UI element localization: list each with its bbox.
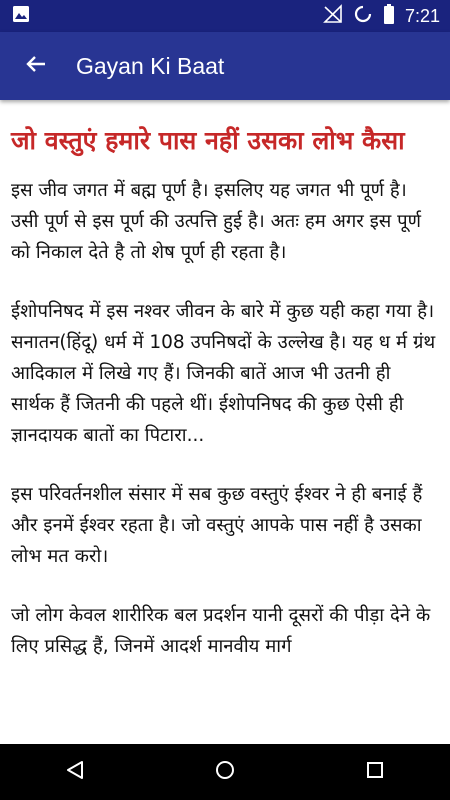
home-nav-icon[interactable] [214,759,236,785]
nav-recents-button[interactable] [345,744,405,800]
sync-icon [353,4,373,28]
status-left [12,5,30,27]
app-bar [0,32,450,100]
article-title: जो वस्तुएं हमारे पास नहीं उसका लोभ कैसा [11,126,405,155]
back-nav-icon[interactable] [64,759,86,785]
article-paragraph: इस परिवर्तनशील संसार में सब कुछ वस्तुएं ईश्वर ने ही बनाई हैं और इनमें ईश्वर रहता है। जो वस्तुएं आपके पास नहीं है उसका लोभ मत करो। [11,484,423,567]
app-title: Gayan Ki Baat [76,52,225,79]
status-right [323,4,440,28]
article-paragraph: इस जीव जगत में बह्म पूर्ण है। इसलिए यह जगत भी पूर्ण है। उसी पूर्ण से इस पूर्ण की उत्पत्ति हुई है। अतः हम अगर इस पूर्ण को निकाल देते है तो शेष पूर्ण ही रहता है। [11,180,422,263]
nav-back-button[interactable] [45,744,105,800]
nav-home-button[interactable] [195,744,255,800]
image-icon [12,5,30,27]
article-paragraph: ईशोपनिषद में इस नश्वर जीवन के बारे में कुछ यही कहा गया है। सनातन(हिंदू) धर्म में 108 उपनिषदों के उल्लेख है। यह ध र्म ग्रंथ आदिकाल में लिखे गए हैं। जिनकी बातें आज भी उतनी ही सार्थक हैं जितनी की पहले थीं। ईशोपनिषद की कुछ ऐसी ही ज्ञानदायक बातों का पिटारा... [11,301,436,446]
battery-icon [383,4,395,28]
status-time: 7:21 [404,5,440,26]
back-button[interactable] [0,32,72,100]
signal-off-icon [323,4,343,28]
arrow-back-icon[interactable] [24,52,48,80]
status-bar [0,0,450,32]
recents-nav-icon[interactable] [364,759,386,785]
nav-bar [0,744,450,800]
article-content[interactable] [0,100,450,744]
article-paragraph: जो लोग केवल शारीरिक बल प्रदर्शन यानी दूसरों की पीड़ा देने के लिए प्रसिद्ध हैं, जिनमें आदर्श मानवीय मार्ग [11,605,431,657]
